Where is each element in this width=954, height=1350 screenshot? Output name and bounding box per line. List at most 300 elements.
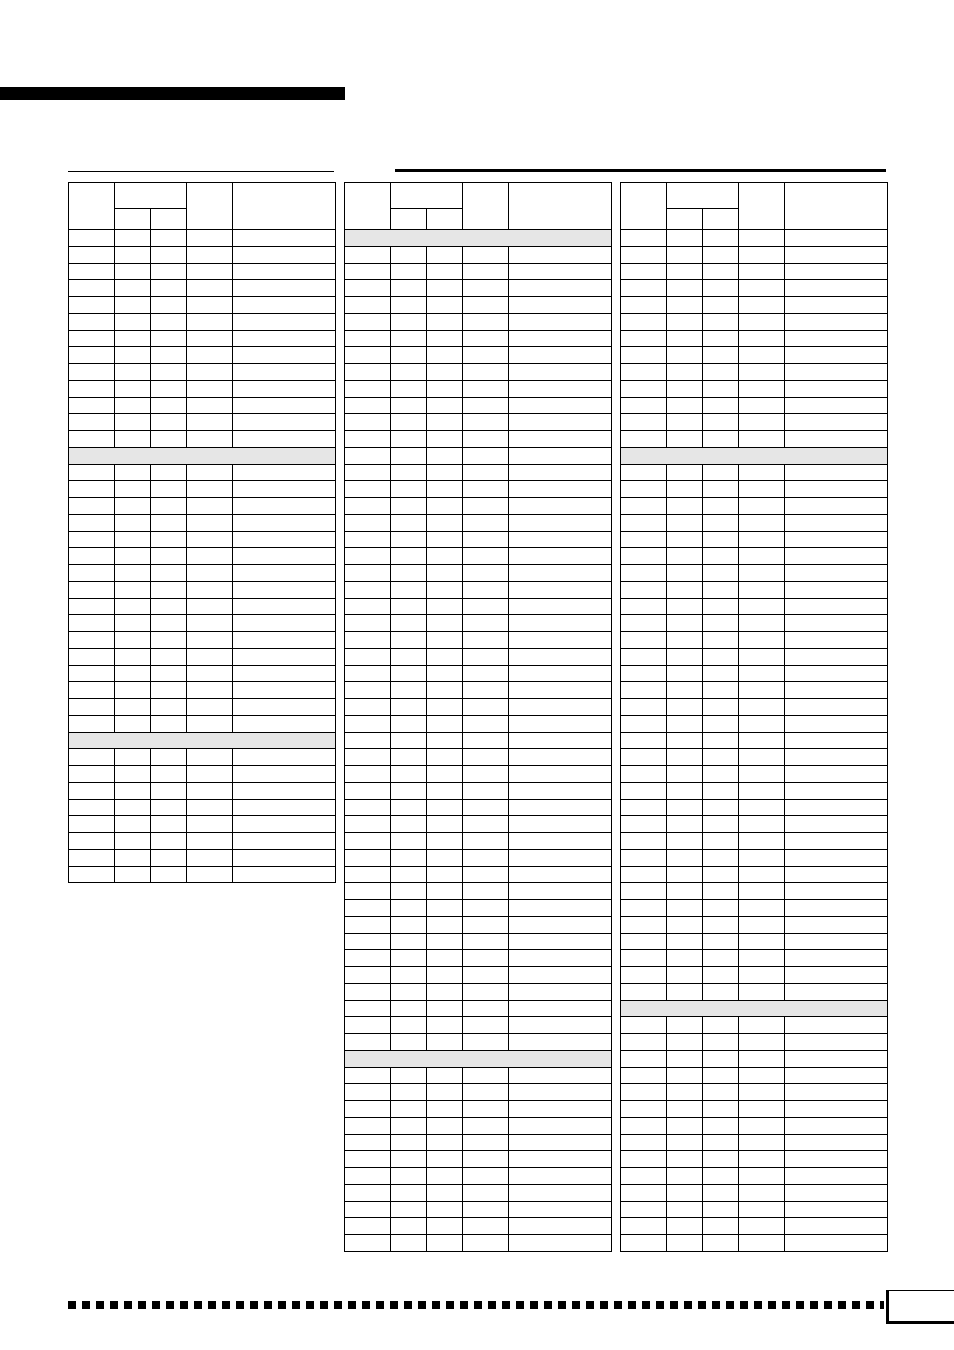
table-cell [667,330,703,347]
table-cell [785,749,888,766]
header-cell [233,183,336,230]
table-cell [345,1084,391,1101]
table-cell [509,632,612,649]
table-cell [233,632,336,649]
table-cell [115,481,151,498]
table-cell [69,397,115,414]
table-cell [345,983,391,1000]
table-cell [427,565,463,582]
table-row [621,531,888,548]
table-cell [427,481,463,498]
table-cell [463,380,509,397]
table-row [345,900,612,917]
table-cell [785,682,888,699]
table-cell [345,581,391,598]
table-cell [703,615,739,632]
table-row [621,732,888,749]
table-cell [739,431,785,448]
table-cell [667,866,703,883]
table-cell [151,431,187,448]
table-row [621,665,888,682]
table-cell [621,715,667,732]
table-cell [463,682,509,699]
table-cell [463,1101,509,1118]
table-cell [703,263,739,280]
table-row [69,849,336,866]
table-cell [345,313,391,330]
section-cell [621,1000,888,1017]
table-cell [703,514,739,531]
table-cell [391,598,427,615]
table-cell [391,1168,427,1185]
table-cell [69,364,115,381]
table-cell [739,481,785,498]
table-cell [739,598,785,615]
table-cell [115,330,151,347]
table-row [345,615,612,632]
table-row [621,1201,888,1218]
table-cell [345,531,391,548]
header-cell [345,183,391,230]
table-cell [427,531,463,548]
table-cell [115,648,151,665]
table-cell [739,1151,785,1168]
table-cell [391,1017,427,1034]
table-cell [703,967,739,984]
table-cell [621,699,667,716]
table-cell [621,514,667,531]
table-cell [785,565,888,582]
table-cell [115,498,151,515]
table-cell [233,246,336,263]
table-cell [785,699,888,716]
table-row [345,1117,612,1134]
header-cell [187,183,233,230]
table-cell [703,1017,739,1034]
table-cell [509,732,612,749]
title-bar [0,87,345,100]
table-cell [233,297,336,314]
table-cell [233,833,336,850]
table-cell [151,297,187,314]
table-cell [115,615,151,632]
subheader-cell [667,209,703,230]
table-cell [785,464,888,481]
table-cell [115,766,151,783]
table-cell [391,967,427,984]
table-cell [391,1235,427,1252]
table-cell [785,833,888,850]
table-cell [739,280,785,297]
table-cell [667,665,703,682]
table-cell [233,481,336,498]
table-cell [667,849,703,866]
table-cell [785,481,888,498]
table-cell [69,464,115,481]
table-row [345,699,612,716]
table-cell [345,1151,391,1168]
table-cell [233,749,336,766]
table-cell [739,615,785,632]
table-cell [621,933,667,950]
table-cell [667,615,703,632]
table-cell [69,330,115,347]
table-cell [345,280,391,297]
table-cell [463,900,509,917]
table-cell [703,933,739,950]
table-cell [703,1101,739,1118]
table-cell [427,883,463,900]
table-cell [785,347,888,364]
table-cell [345,481,391,498]
table-row [621,1117,888,1134]
table-cell [739,782,785,799]
table-cell [463,297,509,314]
table-row [621,648,888,665]
table-cell [667,280,703,297]
table-cell [427,1168,463,1185]
table-cell [703,715,739,732]
table-cell [667,699,703,716]
table-cell [233,799,336,816]
table-cell [463,263,509,280]
table-cell [115,531,151,548]
table-cell [667,1134,703,1151]
table-cell [69,263,115,280]
table-row [345,632,612,649]
table-cell [703,548,739,565]
table-row [621,916,888,933]
table-cell [187,866,233,883]
table-cell [703,1134,739,1151]
table-cell [667,1034,703,1051]
table-header-row [621,183,888,209]
table-cell [391,531,427,548]
table-cell [739,531,785,548]
table-cell [703,380,739,397]
table-cell [69,246,115,263]
table-cell [739,414,785,431]
table-row [621,1218,888,1235]
table-row [621,900,888,917]
table-row [621,565,888,582]
data-table-left [68,182,336,883]
table-cell [463,833,509,850]
table-cell [621,1235,667,1252]
table-cell [233,347,336,364]
table-cell [785,598,888,615]
table-cell [345,615,391,632]
table-cell [233,598,336,615]
table-cell [427,246,463,263]
table-cell [427,648,463,665]
table-row [69,481,336,498]
table-row [69,514,336,531]
table-cell [345,246,391,263]
table-cell [427,263,463,280]
table-row [621,632,888,649]
table-cell [785,263,888,280]
table-cell [703,732,739,749]
table-cell [621,732,667,749]
table-cell [151,380,187,397]
table-cell [463,967,509,984]
table-row [621,1050,888,1067]
table-cell [69,682,115,699]
table-cell [621,916,667,933]
table-cell [115,431,151,448]
table-cell [621,364,667,381]
table-cell [739,1034,785,1051]
table-cell [785,1235,888,1252]
table-cell [703,280,739,297]
section-row [345,1050,612,1067]
table-row [621,1134,888,1151]
table-cell [739,950,785,967]
table-row [621,514,888,531]
table-cell [345,916,391,933]
table-cell [115,849,151,866]
subheader-cell [115,209,151,230]
table-cell [785,1117,888,1134]
table-cell [187,481,233,498]
table-cell [427,665,463,682]
table-cell [427,1235,463,1252]
table-cell [667,565,703,582]
table-cell [785,799,888,816]
section-row [345,230,612,247]
table-cell [187,397,233,414]
table-cell [621,280,667,297]
table-cell [345,816,391,833]
table-cell [785,364,888,381]
table-cell [463,1218,509,1235]
table-row [345,1184,612,1201]
table-cell [621,1034,667,1051]
table-cell [667,397,703,414]
table-cell [667,297,703,314]
table-cell [463,749,509,766]
header-cell [463,183,509,230]
table-row [621,481,888,498]
table-row [69,263,336,280]
table-cell [345,565,391,582]
table-row [621,464,888,481]
table-row [621,1168,888,1185]
table-cell [345,766,391,783]
table-cell [233,230,336,247]
table-cell [233,715,336,732]
table-cell [427,900,463,917]
table-cell [509,464,612,481]
table-cell [187,263,233,280]
table-cell [391,514,427,531]
table-cell [233,330,336,347]
table-cell [621,431,667,448]
table-cell [69,699,115,716]
table-cell [463,364,509,381]
table-cell [345,950,391,967]
table-cell [785,632,888,649]
table-cell [703,1235,739,1252]
table-cell [463,514,509,531]
table-cell [463,766,509,783]
table-cell [115,263,151,280]
table-cell [621,1201,667,1218]
table-cell [391,313,427,330]
table-row [621,431,888,448]
table-cell [739,648,785,665]
table-cell [667,581,703,598]
table-row [621,330,888,347]
table-cell [427,1000,463,1017]
table-row [345,933,612,950]
table-cell [621,481,667,498]
table-cell [509,1034,612,1051]
table-row [345,1151,612,1168]
table-cell [391,447,427,464]
table-cell [233,699,336,716]
table-row [345,1034,612,1051]
table-row [345,782,612,799]
table-cell [187,431,233,448]
table-cell [785,1184,888,1201]
table-cell [703,749,739,766]
table-cell [621,414,667,431]
table-cell [463,1034,509,1051]
table-row [345,431,612,448]
table-cell [463,1067,509,1084]
table-cell [509,1017,612,1034]
table-cell [391,833,427,850]
table-cell [187,782,233,799]
table-row [69,330,336,347]
table-cell [427,1201,463,1218]
table-cell [187,464,233,481]
table-cell [621,1151,667,1168]
table-row [69,581,336,598]
table-cell [187,548,233,565]
data-table-middle [344,182,612,1252]
table-row [345,749,612,766]
table-cell [621,866,667,883]
table-cell [391,280,427,297]
table-cell [509,297,612,314]
table-cell [391,380,427,397]
data-table-right [620,182,888,1252]
table-cell [427,682,463,699]
table-cell [621,816,667,833]
table-cell [187,313,233,330]
table-cell [345,1117,391,1134]
table-row [345,950,612,967]
table-cell [463,1184,509,1201]
table-cell [187,581,233,598]
table-cell [345,1184,391,1201]
table-cell [703,648,739,665]
table-row [69,246,336,263]
table-cell [427,1017,463,1034]
table-cell [115,581,151,598]
table-cell [785,900,888,917]
table-cell [427,749,463,766]
table-cell [667,983,703,1000]
table-cell [785,1168,888,1185]
table-cell [463,581,509,598]
table-cell [391,933,427,950]
table-cell [703,565,739,582]
table-cell [345,782,391,799]
table-cell [69,648,115,665]
table-cell [785,983,888,1000]
table-cell [509,531,612,548]
table-row [345,548,612,565]
table-cell [427,347,463,364]
table-cell [739,514,785,531]
table-cell [391,364,427,381]
table-cell [115,297,151,314]
table-cell [233,782,336,799]
table-row [345,1067,612,1084]
table-row [345,414,612,431]
table-row [621,950,888,967]
table-row [345,280,612,297]
table-cell [345,1000,391,1017]
table-cell [391,1084,427,1101]
table-cell [391,1134,427,1151]
section-row [69,447,336,464]
table-cell [509,1084,612,1101]
table-cell [151,799,187,816]
table-cell [345,514,391,531]
table-cell [509,397,612,414]
table-cell [703,1168,739,1185]
table-cell [621,1067,667,1084]
table-cell [785,816,888,833]
table-cell [391,246,427,263]
table-row [69,380,336,397]
table-cell [427,380,463,397]
table-row [621,263,888,280]
table-cell [667,414,703,431]
table-cell [667,1184,703,1201]
table-cell [391,548,427,565]
table-row [69,297,336,314]
table-cell [233,565,336,582]
table-row [621,414,888,431]
table-cell [427,313,463,330]
table-cell [151,816,187,833]
section-rule [395,169,886,172]
table-cell [703,481,739,498]
subheader-cell [151,209,187,230]
table-cell [391,1184,427,1201]
table-cell [391,347,427,364]
table-cell [345,665,391,682]
table-cell [739,900,785,917]
table-cell [667,1218,703,1235]
table-cell [427,1134,463,1151]
table-cell [621,548,667,565]
table-cell [69,380,115,397]
table-cell [187,766,233,783]
table-cell [115,632,151,649]
table-cell [785,230,888,247]
table-row [621,833,888,850]
table-cell [739,581,785,598]
table-cell [115,715,151,732]
table-cell [391,1151,427,1168]
